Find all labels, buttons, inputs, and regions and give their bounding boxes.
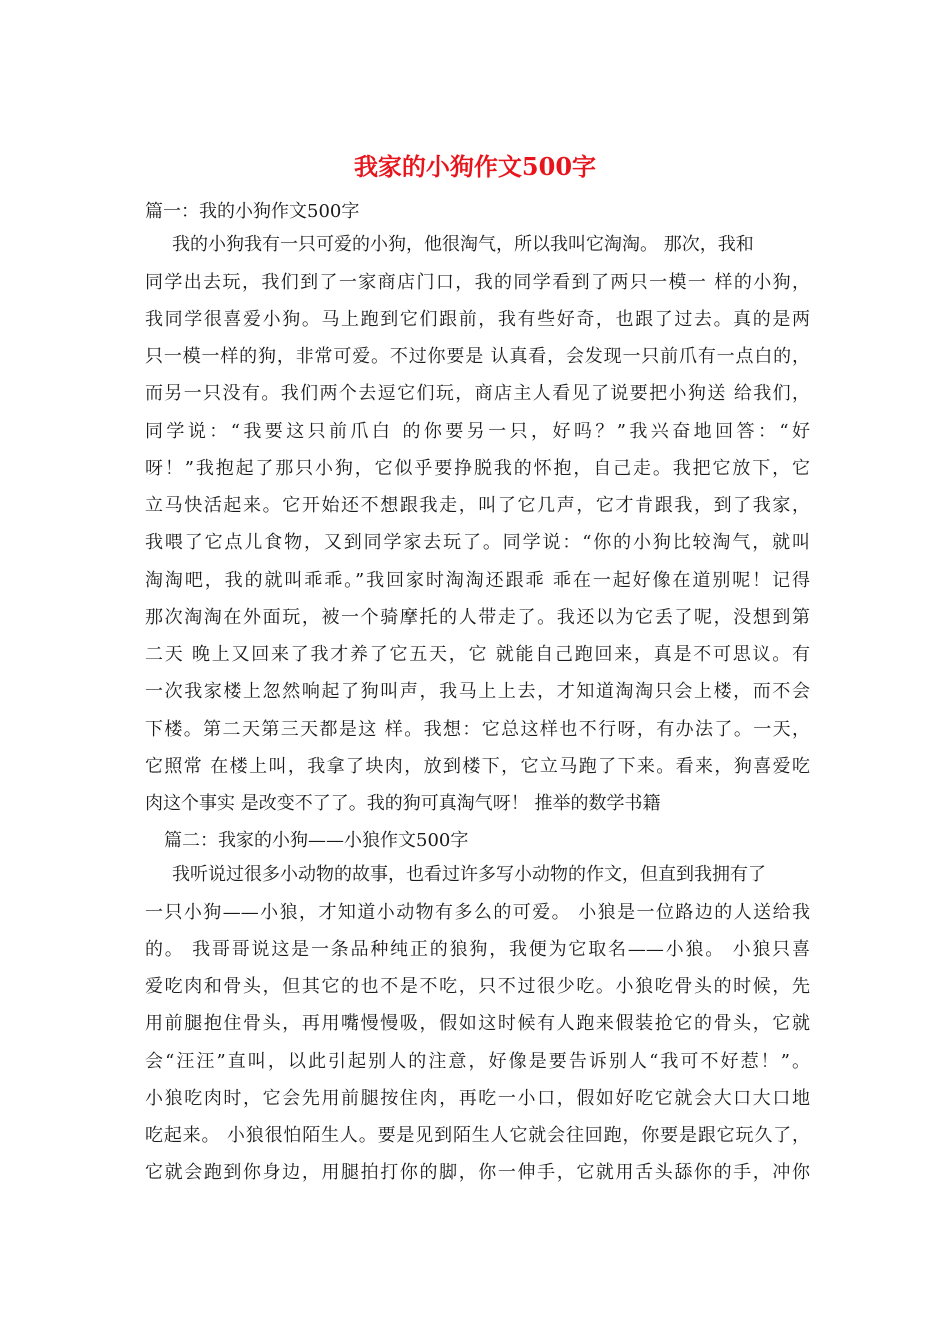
text-line: 二天 晚上又回来了我才养了它五天，它 就能自己跑回来，真是不可思议。有 — [145, 644, 810, 665]
text-line: 我喂了它点儿食物，又到同学家去玩了。同学说：“你的小狗比较淘气，就叫 — [145, 532, 810, 553]
text-line: 同学说：“我要这只前爪白 的你要另一只，好吗？”我兴奋地回答：“好 — [145, 421, 810, 442]
text-line: 的。 我哥哥说这是一条品种纯正的狼狗，我便为它取名——小狼。 小狼只喜 — [145, 939, 810, 960]
text-line: 那次淘淘在外面玩，被一个骑摩托的人带走了。我还以为它丢了呢，没想到第 — [145, 607, 810, 628]
text-line: 只一模一样的狗，非常可爱。不过你要是 认真看，会发现一只前爪有一点白的， — [145, 346, 810, 367]
section-heading-1: 篇一：我的小狗作文500字 — [145, 201, 360, 222]
text-line: 我同学很喜爱小狗。马上跑到它们跟前，我有些好奇，也跟了过去。真的是两 — [145, 309, 810, 330]
text-line: 小狼吃肉时，它会先用前腿按住肉，再吃一小口，假如好吃它就会大口大口地 — [145, 1088, 810, 1109]
text-line: 一只小狗——小狼，才知道小动物有多么的可爱。 小狼是一位路边的人送给我 — [145, 902, 810, 923]
text-line: 它照常 在楼上叫，我拿了块肉，放到楼下，它立马跑了下来。看来，狗喜爱吃 — [145, 756, 810, 777]
text-line: 爱吃肉和骨头，但其它的也不是不吃，只不过很少吃。小狼吃骨头的时候，先 — [145, 976, 810, 997]
text-line: 会“汪汪”直叫，以此引起别人的注意，好像是要告诉别人“我可不好惹！”。 — [145, 1051, 810, 1072]
text-line: 肉这个事实 是改变不了了。我的狗可真淘气呀！ 推举的数学书籍 — [145, 793, 661, 814]
text-line: 用前腿抱住骨头，再用嘴慢慢吸，假如这时候有人跑来假装抢它的骨头，它就 — [145, 1013, 810, 1034]
text-line: 呀！”我抱起了那只小狗，它似乎要挣脱我的怀抱，自己走。我把它放下，它 — [145, 458, 810, 479]
text-line: 下楼。第二天第三天都是这 样。我想：它总这样也不行呀，有办法了。一天， — [145, 719, 810, 740]
document-title: 我家的小狗作文500字 — [353, 152, 597, 181]
text-line: 淘淘吧，我的就叫乖乖。”我回家时淘淘还跟乖 乖在一起好像在道别呢！记得 — [145, 570, 810, 591]
section-heading-2: 篇二：我家的小狗——小狼作文500字 — [164, 830, 469, 851]
text-line: 同学出去玩，我们到了一家商店门口，我的同学看到了两只一模一 样的小狗， — [145, 272, 810, 293]
text-line: 一次我家楼上忽然响起了狗叫声，我马上上去，才知道淘淘只会上楼，而不会 — [145, 681, 810, 702]
text-line: 立马快活起来。它开始还不想跟我走，叫了它几声，它才肯跟我，到了我家， — [145, 495, 810, 516]
text-line: 吃起来。 小狼很怕陌生人。要是见到陌生人它就会往回跑，你要是跟它玩久了， — [145, 1125, 810, 1146]
text-line: 我的小狗我有一只可爱的小狗，他很淘气，所以我叫它淘淘。 那次，我和 — [172, 234, 754, 255]
text-line: 而另一只没有。我们两个去逗它们玩，商店主人看见了说要把小狗送 给我们， — [145, 383, 810, 404]
text-line: 它就会跑到你身边，用腿拍打你的脚，你一伸手，它就用舌头舔你的手，冲你 — [145, 1162, 810, 1183]
text-line: 我听说过很多小动物的故事，也看过许多写小动物的作文，但直到我拥有了 — [172, 864, 766, 885]
